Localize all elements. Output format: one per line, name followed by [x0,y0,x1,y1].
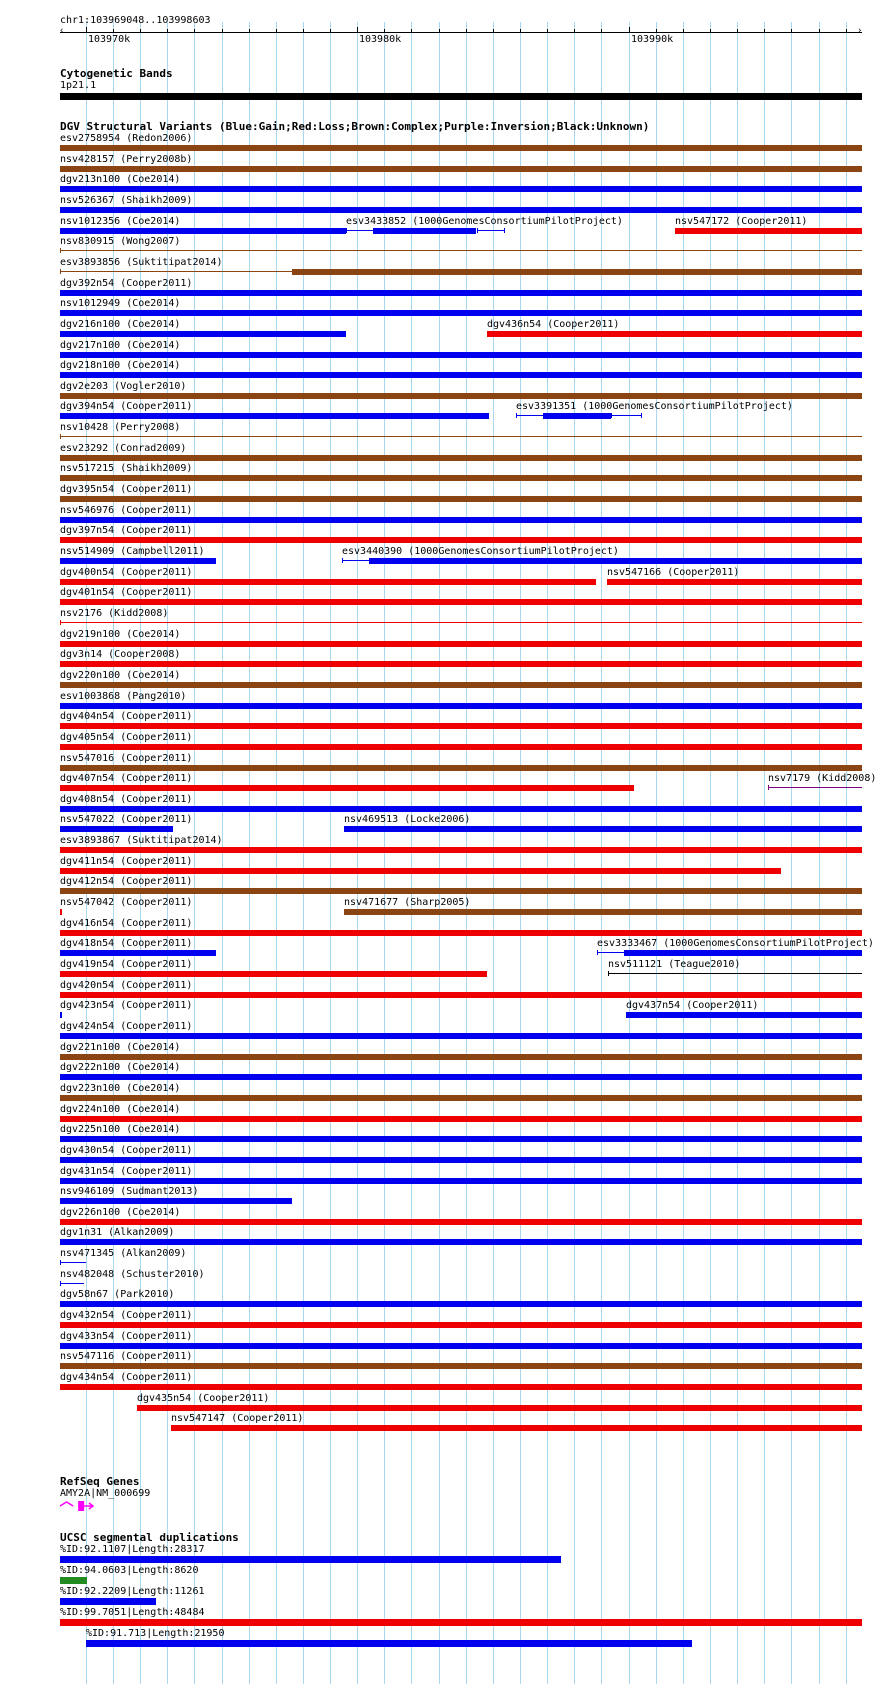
segdup-track-title[interactable]: UCSC segmental duplications [60,1531,239,1544]
dgv-feature-bar[interactable] [60,1198,292,1204]
dgv-feature-end-cap [60,1260,61,1265]
cytoband-track-title[interactable]: Cytogenetic Bands [60,67,173,80]
dgv-feature-bar[interactable] [624,950,862,956]
dgv-feature-bar[interactable] [60,641,862,647]
dgv-feature-bar[interactable] [60,413,489,419]
dgv-feature-label[interactable]: nsv514909 (Campbell2011) [60,546,205,557]
dgv-feature-label[interactable]: dgv432n54 (Cooper2011) [60,1310,193,1321]
dgv-feature-label[interactable]: dgv395n54 (Cooper2011) [60,484,193,495]
dgv-feature-label[interactable]: nsv547016 (Cooper2011) [60,753,193,764]
dgv-feature-label[interactable]: dgv437n54 (Cooper2011) [626,1000,759,1011]
dgv-feature-label[interactable]: dgv224n100 (Coe2014) [60,1104,181,1115]
dgv-feature-bar[interactable] [60,166,862,172]
dgv-feature-bar[interactable] [60,723,862,729]
refseq-track-title[interactable]: RefSeq Genes [60,1475,140,1488]
dgv-feature-label[interactable]: esv2758954 (Redon2006) [60,133,193,144]
dgv-feature-label[interactable]: dgv405n54 (Cooper2011) [60,732,193,743]
dgv-feature-label[interactable]: esv3391351 (1000GenomesConsortiumPilotProject) [516,401,793,412]
dgv-feature-bar[interactable] [60,744,862,750]
segdup-bar[interactable] [60,1577,87,1584]
ruler-tick-label: 103990k [631,34,674,45]
dgv-feature-label[interactable]: dgv408n54 (Cooper2011) [60,794,193,805]
dgv-feature-end-cap [346,228,347,233]
dgv-feature-bar[interactable] [137,1405,862,1411]
dgv-feature-label[interactable]: dgv225n100 (Coe2014) [60,1124,181,1135]
dgv-feature-bar[interactable] [60,599,862,605]
dgv-feature-bar[interactable] [60,1384,862,1390]
dgv-feature-end-cap [60,1281,61,1286]
dgv-feature-label[interactable]: dgv419n54 (Cooper2011) [60,959,193,970]
dgv-feature-bar[interactable] [171,1425,862,1431]
dgv-feature-label[interactable]: dgv394n54 (Cooper2011) [60,401,193,412]
segdup-label[interactable]: %ID:92.1107|Length:28317 [60,1544,205,1555]
dgv-feature-bar[interactable] [60,558,216,564]
dgv-feature-label[interactable]: dgv220n100 (Coe2014) [60,670,181,681]
dgv-feature-thin[interactable] [346,230,373,231]
dgv-feature-end-cap [611,413,612,418]
dgv-feature-label[interactable]: dgv3n14 (Cooper2008) [60,649,181,660]
dgv-feature-bar[interactable] [60,372,862,378]
dgv-feature-bar[interactable] [60,1033,862,1039]
dgv-feature-bar[interactable] [60,868,781,874]
cytoband-bar[interactable] [60,93,862,100]
dgv-feature-bar[interactable] [626,1012,862,1018]
dgv-feature-label[interactable]: esv3440390 (1000GenomesConsortiumPilotProject) [342,546,619,557]
dgv-feature-bar[interactable] [60,475,862,481]
dgv-feature-bar[interactable] [607,579,862,585]
dgv-feature-thin[interactable] [342,560,369,561]
dgv-feature-line[interactable] [60,250,862,251]
cytoband-label: 1p21.1 [60,80,97,91]
dgv-feature-label[interactable]: nsv428157 (Perry2008b) [60,154,193,165]
dgv-feature-label[interactable]: nsv547042 (Cooper2011) [60,897,193,908]
dgv-feature-bar[interactable] [60,1074,862,1080]
dgv-feature-label[interactable]: dgv416n54 (Cooper2011) [60,918,193,929]
dgv-feature-bar[interactable] [60,1012,62,1018]
dgv-feature-end-cap [504,228,505,233]
dgv-feature-bar[interactable] [60,682,862,688]
dgv-feature-label[interactable]: dgv392n54 (Cooper2011) [60,278,193,289]
segdup-bar[interactable] [86,1640,692,1647]
dgv-feature-end-cap [60,269,61,274]
dgv-feature-end-cap [60,248,61,253]
dgv-feature-bar[interactable] [60,1219,862,1225]
segdup-bar[interactable] [60,1619,862,1626]
dgv-feature-label[interactable]: dgv397n54 (Cooper2011) [60,525,193,536]
dgv-feature-label[interactable]: nsv547166 (Cooper2011) [607,567,740,578]
dgv-feature-label[interactable]: dgv436n54 (Cooper2011) [487,319,620,330]
dgv-feature-label[interactable]: dgv430n54 (Cooper2011) [60,1145,193,1156]
dgv-feature-label[interactable]: nsv517215 (Shaikh2009) [60,463,193,474]
gene-model[interactable] [60,1500,97,1512]
region-label: chr1:103969048..103998603 [60,15,211,26]
dgv-feature-label[interactable]: dgv218n100 (Coe2014) [60,360,181,371]
dgv-feature-label[interactable]: nsv1012356 (Coe2014) [60,216,181,227]
dgv-feature-label[interactable]: nsv547147 (Cooper2011) [171,1413,304,1424]
dgv-feature-label[interactable]: dgv221n100 (Coe2014) [60,1042,181,1053]
dgv-feature-bar[interactable] [60,826,173,832]
dgv-feature-end-cap [516,413,517,418]
ruler-left-arrow: ‹ [59,26,65,36]
dgv-track-title[interactable]: DGV Structural Variants (Blue:Gain;Red:Loss;Brown:Complex;Purple:Inversion;Black:Unknown) [60,120,650,133]
dgv-feature-label[interactable]: dgv420n54 (Cooper2011) [60,980,193,991]
dgv-feature-label[interactable]: nsv471677 (Sharp2005) [344,897,471,908]
dgv-feature-end-cap [477,228,478,233]
dgv-feature-label[interactable]: nsv547172 (Cooper2011) [675,216,808,227]
dgv-feature-end-cap [608,971,609,976]
dgv-feature-bar[interactable] [344,909,862,915]
dgv-feature-bar[interactable] [60,186,862,192]
dgv-feature-bar[interactable] [60,1343,862,1349]
dgv-feature-label[interactable]: esv3433852 (1000GenomesConsortiumPilotProject) [346,216,623,227]
dgv-feature-label[interactable]: nsv10428 (Perry2008) [60,422,181,433]
dgv-feature-bar[interactable] [60,537,862,543]
dgv-feature-line[interactable] [60,436,862,437]
dgv-feature-bar[interactable] [60,290,862,296]
dgv-feature-bar[interactable] [60,1363,862,1369]
dgv-feature-bar[interactable] [675,228,862,234]
dgv-feature-bar[interactable] [344,826,862,832]
dgv-feature-line[interactable] [60,622,862,623]
dgv-feature-bar[interactable] [60,228,346,234]
ruler-tick-label: 103970k [88,34,131,45]
dgv-feature-label[interactable]: dgv219n100 (Coe2014) [60,629,181,640]
dgv-feature-bar[interactable] [60,703,862,709]
dgv-feature-bar[interactable] [543,413,611,419]
dgv-feature-label[interactable]: esv1003868 (Pang2010) [60,691,187,702]
dgv-feature-label[interactable]: dgv433n54 (Cooper2011) [60,1331,193,1342]
dgv-feature-label[interactable]: dgv2e203 (Vogler2010) [60,381,187,392]
segdup-label[interactable]: %ID:91.713|Length:21950 [86,1628,225,1639]
dgv-feature-bar[interactable] [292,269,862,275]
dgv-feature-bar[interactable] [60,950,216,956]
dgv-feature-label[interactable]: dgv411n54 (Cooper2011) [60,856,193,867]
dgv-feature-label[interactable]: dgv226n100 (Coe2014) [60,1207,181,1218]
dgv-feature-label[interactable]: nsv482048 (Schuster2010) [60,1269,205,1280]
dgv-feature-thin[interactable] [597,952,624,953]
dgv-feature-label[interactable]: dgv217n100 (Coe2014) [60,340,181,351]
dgv-feature-bar[interactable] [60,579,596,585]
dgv-feature-bar[interactable] [60,517,862,523]
dgv-feature-label[interactable]: esv3333467 (1000GenomesConsortiumPilotProject) [597,938,874,949]
dgv-feature-bar[interactable] [373,228,476,234]
dgv-feature-label[interactable]: dgv407n54 (Cooper2011) [60,773,193,784]
dgv-feature-label[interactable]: dgv412n54 (Cooper2011) [60,876,193,887]
dgv-feature-label[interactable]: nsv7179 (Kidd2008) [768,773,877,784]
gene-intron-line [60,1502,73,1506]
dgv-feature-bar[interactable] [60,1054,862,1060]
dgv-feature-bar[interactable] [60,455,862,461]
dgv-feature-thin[interactable] [477,230,504,231]
ruler-tick-label: 103980k [359,34,402,45]
dgv-feature-bar[interactable] [60,496,862,502]
dgv-feature-label[interactable]: nsv471345 (Alkan2009) [60,1248,187,1259]
dgv-feature-bar[interactable] [60,1157,862,1163]
dgv-feature-bar[interactable] [60,207,862,213]
dgv-feature-bar[interactable] [487,331,862,337]
dgv-feature-bar[interactable] [60,331,346,337]
dgv-feature-line[interactable] [60,1262,86,1263]
dgv-feature-bar[interactable] [60,352,862,358]
dgv-feature-bar[interactable] [60,1322,862,1328]
dgv-feature-bar[interactable] [60,930,862,936]
dgv-feature-label[interactable]: dgv216n100 (Coe2014) [60,319,181,330]
gene-label[interactable]: AMY2A|NM_000699 [60,1488,151,1499]
dgv-feature-label[interactable]: dgv435n54 (Cooper2011) [137,1393,270,1404]
dgv-feature-bar[interactable] [60,1301,862,1307]
dgv-feature-label[interactable]: dgv404n54 (Cooper2011) [60,711,193,722]
dgv-feature-thin[interactable] [516,415,543,416]
dgv-feature-bar[interactable] [60,847,862,853]
dgv-feature-bar[interactable] [60,909,62,915]
dgv-feature-label[interactable]: dgv423n54 (Cooper2011) [60,1000,193,1011]
dgv-feature-thin[interactable] [60,271,292,272]
dgv-feature-label[interactable]: dgv400n54 (Cooper2011) [60,567,193,578]
dgv-feature-label[interactable]: esv3893856 (Suktitipat2014) [60,257,223,268]
dgv-feature-thin[interactable] [611,415,641,416]
dgv-feature-end-cap [597,950,598,955]
dgv-feature-bar[interactable] [60,1239,862,1245]
dgv-feature-bar[interactable] [60,1116,862,1122]
dgv-feature-label[interactable]: esv3893867 (Suktitipat2014) [60,835,223,846]
dgv-feature-bar[interactable] [60,1136,862,1142]
dgv-feature-label[interactable]: dgv222n100 (Coe2014) [60,1062,181,1073]
dgv-feature-bar[interactable] [60,888,862,894]
dgv-feature-end-cap [768,785,769,790]
dgv-feature-end-cap [60,620,61,625]
dgv-feature-end-cap [641,413,642,418]
dgv-feature-bar[interactable] [60,145,862,151]
dgv-feature-bar[interactable] [60,806,862,812]
dgv-feature-label[interactable]: dgv401n54 (Cooper2011) [60,587,193,598]
dgv-feature-label[interactable]: esv23292 (Conrad2009) [60,443,187,454]
dgv-feature-bar[interactable] [60,310,862,316]
dgv-feature-label[interactable]: nsv2176 (Kidd2008) [60,608,169,619]
dgv-feature-bar[interactable] [60,785,634,791]
dgv-feature-end-cap [342,558,343,563]
dgv-feature-label[interactable]: nsv546976 (Cooper2011) [60,505,193,516]
dgv-feature-label[interactable]: dgv431n54 (Cooper2011) [60,1166,193,1177]
segdup-label[interactable]: %ID:92.2209|Length:11261 [60,1586,205,1597]
dgv-feature-line[interactable] [608,973,862,974]
dgv-feature-label[interactable]: nsv511121 (Teague2010) [608,959,741,970]
dgv-feature-label[interactable]: nsv547116 (Cooper2011) [60,1351,193,1362]
dgv-feature-label[interactable]: dgv213n100 (Coe2014) [60,174,181,185]
dgv-feature-label[interactable]: dgv1n31 (Alkan2009) [60,1227,175,1238]
dgv-feature-label[interactable]: nsv469513 (Locke2006) [344,814,471,825]
segdup-label[interactable]: %ID:99.7051|Length:48484 [60,1607,205,1618]
dgv-feature-bar[interactable] [60,393,862,399]
dgv-feature-bar[interactable] [60,765,862,771]
dgv-feature-label[interactable]: dgv424n54 (Cooper2011) [60,1021,193,1032]
dgv-feature-label[interactable]: dgv58n67 (Park2010) [60,1289,175,1300]
dgv-feature-label[interactable]: dgv434n54 (Cooper2011) [60,1372,193,1383]
dgv-feature-bar[interactable] [60,661,862,667]
segdup-bar[interactable] [60,1598,156,1605]
dgv-feature-label[interactable]: dgv418n54 (Cooper2011) [60,938,193,949]
dgv-feature-line[interactable] [768,787,862,788]
dgv-feature-label[interactable]: nsv1012949 (Coe2014) [60,298,181,309]
segdup-label[interactable]: %ID:94.0603|Length:8620 [60,1565,199,1576]
dgv-feature-bar[interactable] [369,558,862,564]
dgv-feature-bar[interactable] [60,992,862,998]
ruler-right-arrow: › [857,26,863,36]
dgv-feature-line[interactable] [60,1283,84,1284]
dgv-feature-end-cap [60,434,61,439]
dgv-feature-bar[interactable] [60,1095,862,1101]
dgv-feature-label[interactable]: nsv830915 (Wong2007) [60,236,181,247]
segdup-bar[interactable] [60,1556,561,1563]
dgv-feature-label[interactable]: dgv223n100 (Coe2014) [60,1083,181,1094]
dgv-feature-bar[interactable] [60,1178,862,1184]
dgv-feature-label[interactable]: nsv526367 (Shaikh2009) [60,195,193,206]
dgv-feature-label[interactable]: nsv547022 (Cooper2011) [60,814,193,825]
dgv-feature-label[interactable]: nsv946109 (Sudmant2013) [60,1186,199,1197]
dgv-feature-bar[interactable] [60,971,487,977]
